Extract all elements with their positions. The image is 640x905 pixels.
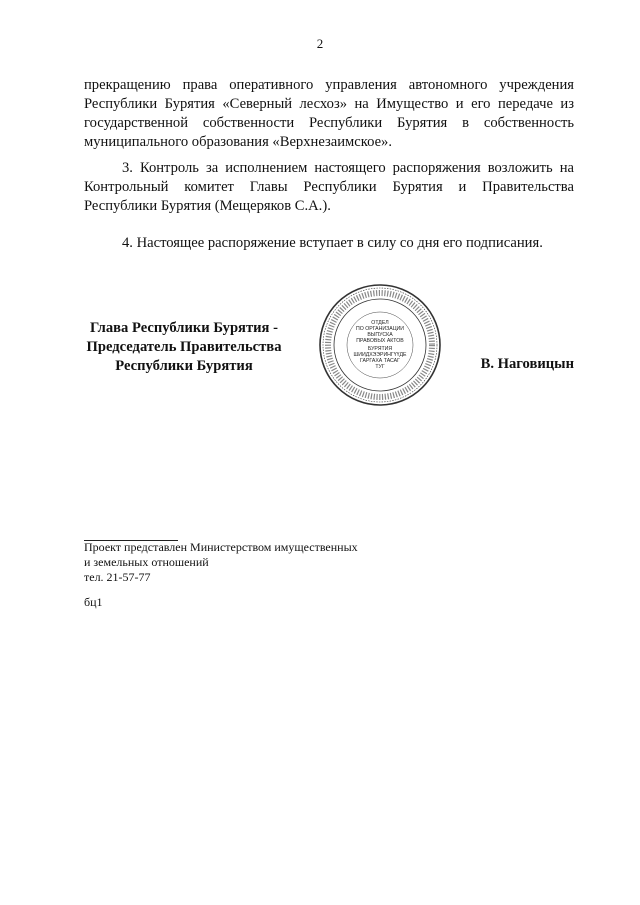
signer-title-line: Республики Бурятия [115,358,253,374]
stamp-line: ПРАВОВЫХ АКТОВ [356,338,404,344]
footnote-line: Проект представлен Министерством имущественных [84,540,358,554]
stamp-line: ОТДЕЛ [371,320,389,326]
footnote-line: и земельных отношений [84,555,209,569]
official-seal [318,283,442,407]
document-code: бц1 [84,595,103,609]
signer-title-line: Председатель Правительства [86,339,282,355]
stamp-line: ВЫПУСКА [367,332,393,338]
signer-name: В. Наговицын [480,356,574,372]
signer-title [84,319,284,376]
paragraph-effective-date: 4. Настоящее распоряжение вступает в силу со дня его подписания. [122,235,543,251]
footnote-phone: тел. 21-57-77 [84,570,151,584]
paragraph-control: 3. Контроль за исполнением настоящего распоряжения возложить на Контрольный комитет Главы Республики Бурятия и Правительства Республики Бурятия (Мещеряков С.А.). [84,160,574,214]
stamp-line: ПО ОРГАНИЗАЦИИ [356,326,404,332]
stamp-line: ШИИДХЭЭРИНГҮҮДЕ [353,352,407,358]
stamp-line: БУРЯТИЯ [367,346,393,352]
paragraph-continuation: прекращению права оперативного управления автономного учреждения Республики Бурятия «Северный лесхоз» на Имущество и его передаче из государственной собственности Республики Бурятия в собственность муниципального образования «Верхнезаимское». [84,77,574,150]
stamp-line: ГАРГАХА ТАСАГ [360,358,400,364]
signer-title-line: Глава Республики Бурятия - [90,320,278,336]
page-number: 2 [316,36,324,51]
stamp-line: ТУГ [375,364,385,370]
footnote [84,540,404,585]
